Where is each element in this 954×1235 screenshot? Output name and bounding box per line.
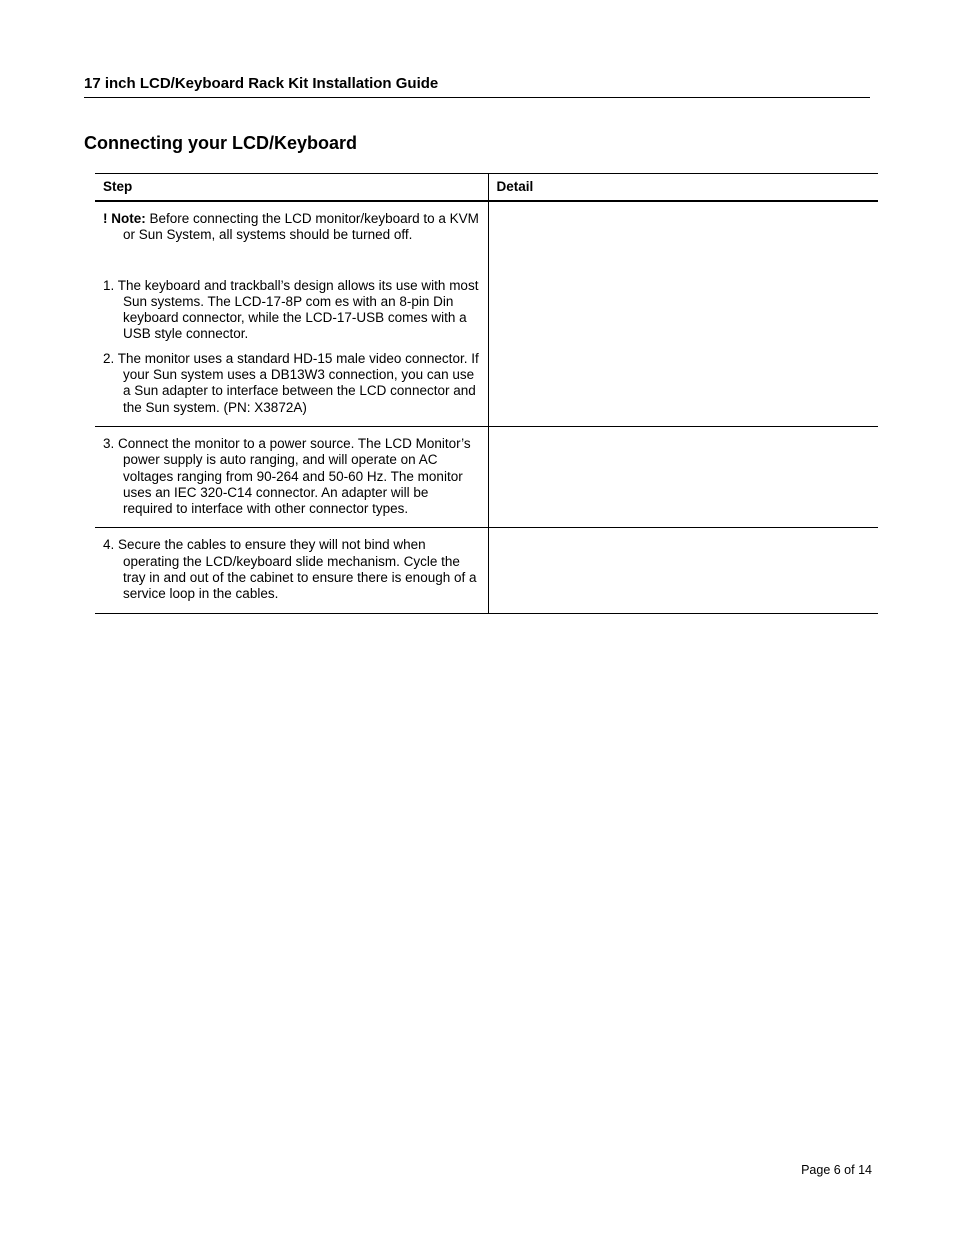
step-cell xyxy=(95,201,488,426)
steps-table xyxy=(95,173,878,614)
spacer xyxy=(103,343,480,351)
document-header xyxy=(84,75,870,98)
detail-cell xyxy=(488,426,878,527)
note-text: Before connecting the LCD monitor/keyboard to a KVM or Sun System, all systems should be turned off. xyxy=(123,211,479,243)
spacer xyxy=(103,244,480,278)
document-title: 17 inch LCD/Keyboard Rack Kit Installation Guide xyxy=(84,75,439,92)
column-header-step: Step xyxy=(95,174,488,202)
note-paragraph xyxy=(103,211,480,244)
table-row xyxy=(95,201,878,426)
note-label: ! Note: xyxy=(103,211,146,226)
detail-cell xyxy=(488,528,878,613)
detail-cell xyxy=(488,201,878,426)
step-paragraph: 4. Secure the cables to ensure they will not bind when operating the LCD/keyboard slide mechanism. Cycle the tray in and out of the cabinet to ensure there is enough of a service loop in the cables. xyxy=(103,537,477,602)
step-cell xyxy=(95,426,488,527)
step-paragraph: 3. Connect the monitor to a power source. The LCD Monitor’s power supply is auto ranging, and will operate on AC voltages ranging from 90-264 and 50-60 Hz. The monitor uses an IEC 320-C14 connector. An adapter will be required to interface with other connector types. xyxy=(103,435,471,517)
step-paragraph: 1. The keyboard and trackball’s design allows its use with most Sun systems. The LCD-17-8P com es with an 8-pin Din keyboard connector, while the LCD-17-USB comes with a USB style connector. xyxy=(103,277,479,342)
step-paragraph: 2. The monitor uses a standard HD-15 male video connector. If your Sun system uses a DB13W3 connection, you can use a Sun adapter to interface between the LCD connector and the Sun system. (PN: X3872A) xyxy=(103,350,479,415)
step-cell xyxy=(95,528,488,613)
column-header-detail: Detail xyxy=(488,174,878,202)
table-header-row xyxy=(95,174,878,202)
table-row xyxy=(95,426,878,527)
table-row xyxy=(95,528,878,613)
page-number: Page 6 of 14 xyxy=(801,1163,872,1177)
section-title: Connecting your LCD/Keyboard xyxy=(84,133,358,153)
